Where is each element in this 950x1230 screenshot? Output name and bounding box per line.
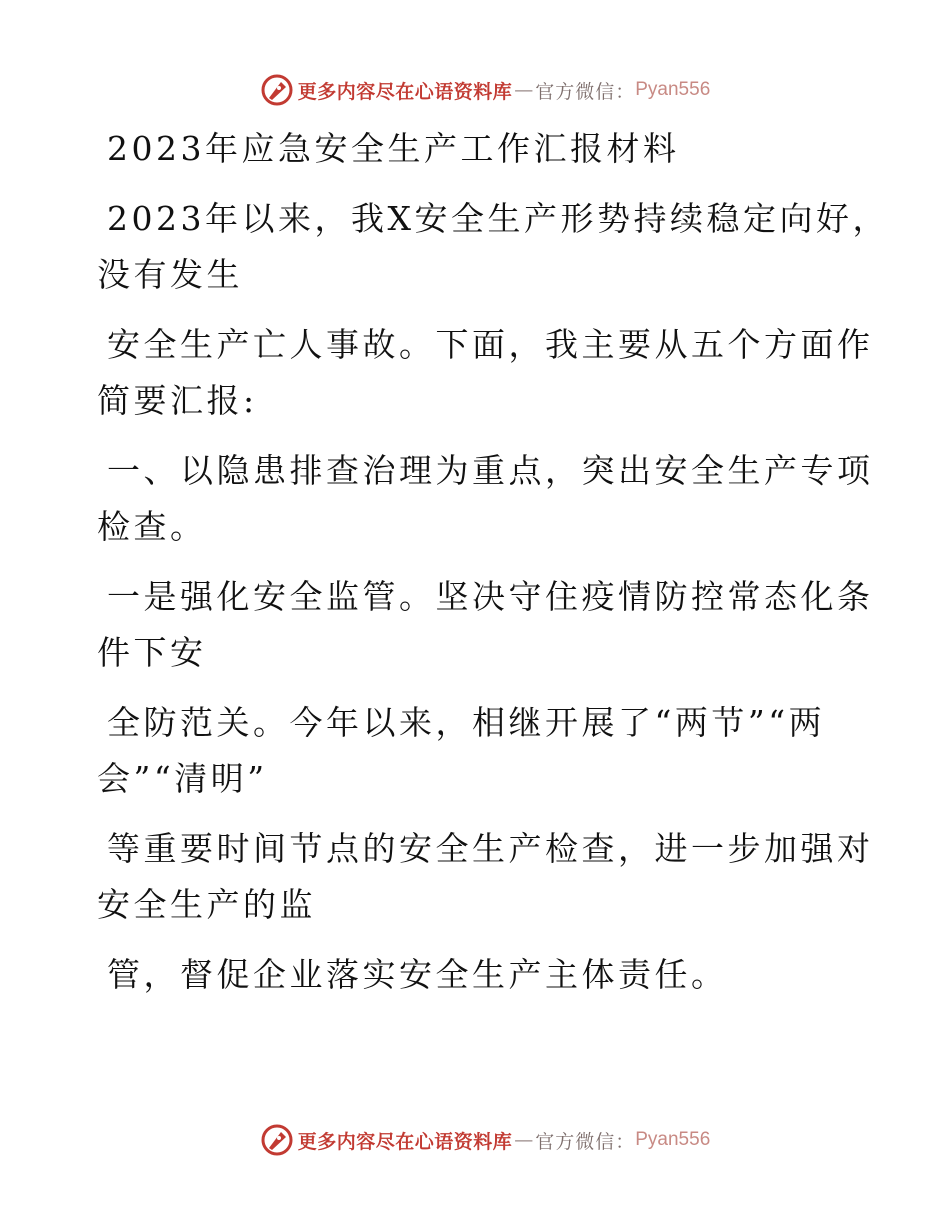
watermark-dash: —	[514, 79, 534, 101]
text-line: 安全生产的监	[97, 885, 316, 924]
text-line: 检查。	[97, 507, 207, 546]
watermark-content	[260, 73, 711, 107]
pen-nib-circle-icon	[260, 73, 294, 107]
watermark-wechat-id: Pyan556	[635, 1129, 711, 1150]
watermark-wechat-id: Pyan556	[635, 79, 711, 100]
watermark-main-text: 更多内容尽在心语资料库	[297, 80, 513, 103]
document-body	[97, 116, 889, 1008]
text-line: 没有发生	[97, 255, 243, 294]
watermark-banner-top	[0, 70, 950, 110]
text-line: 安全生产亡人事故。下面，我主要从五个方面作	[107, 325, 874, 364]
watermark-sub-text: 官方微信：	[535, 1130, 636, 1153]
watermark-banner-bottom	[0, 1120, 950, 1160]
watermark-dash: —	[514, 1129, 534, 1151]
text-line: 等重要时间节点的安全生产检查，进一步加强对	[107, 829, 874, 868]
text-line: 会”“清明”	[97, 759, 268, 798]
text-line: 简要汇报:	[97, 381, 258, 420]
section-heading: 一、以隐患排查治理为重点，突出安全生产专项	[107, 451, 874, 490]
document-title: 2023年应急安全生产工作汇报材料	[107, 129, 680, 168]
watermark-sub-text: 官方微信：	[535, 80, 636, 103]
text-line: 管，督促企业落实安全生产主体责任。	[107, 955, 728, 994]
text-line: 2023年以来，我X安全生产形势持续稳定向好，	[107, 199, 889, 238]
text-line: 全防范关。今年以来，相继开展了“两节”“两	[107, 703, 826, 742]
text-line: 件下安	[97, 633, 207, 672]
watermark-content	[260, 1123, 711, 1157]
text-line: 一是强化安全监管。坚决守住疫情防控常态化条	[107, 577, 874, 616]
pen-nib-circle-icon	[260, 1123, 294, 1157]
watermark-main-text: 更多内容尽在心语资料库	[297, 1130, 513, 1153]
